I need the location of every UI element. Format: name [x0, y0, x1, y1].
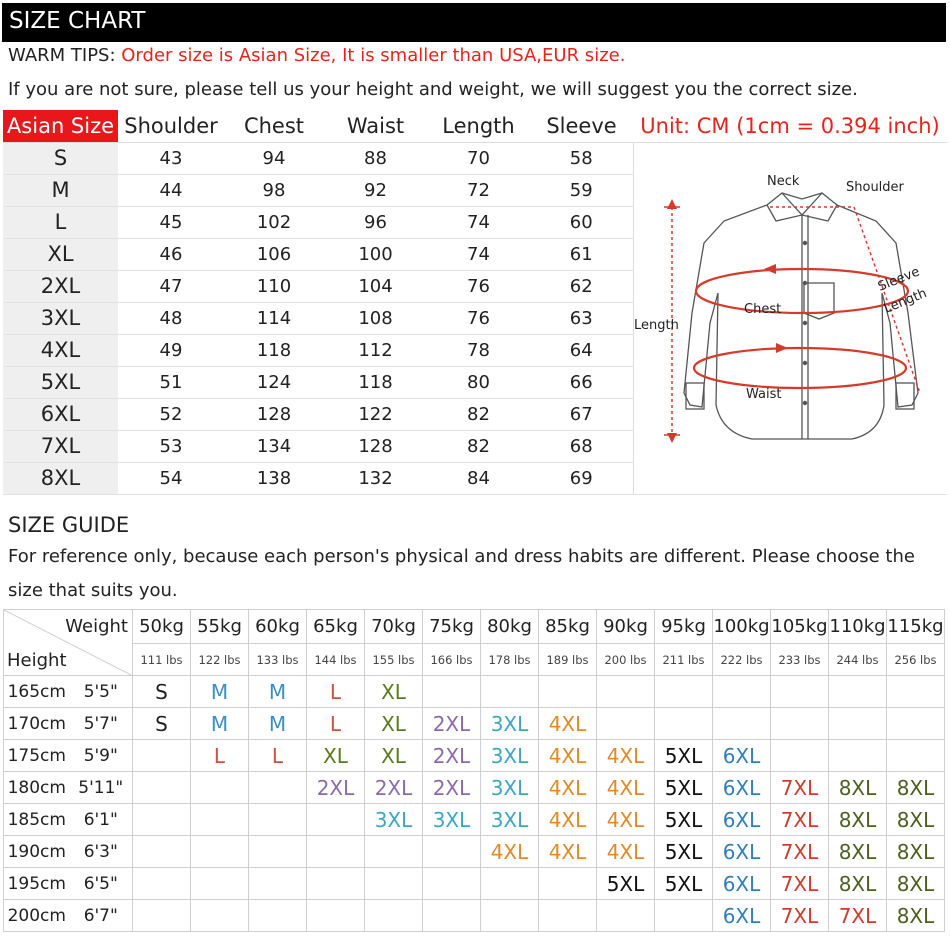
measurement-cell: 54 — [118, 462, 224, 494]
recommended-size-cell: S — [133, 676, 191, 708]
recommended-size-cell: 8XL — [887, 772, 945, 804]
warm-tips-text: Order size is Asian Size, It is smaller than USA,EUR size. — [121, 45, 626, 66]
height-row — [4, 708, 945, 740]
height-row — [4, 804, 945, 836]
height-label: Height — [7, 650, 67, 671]
weight-kg-header: 110kg — [829, 610, 887, 644]
recommended-size-cell — [713, 708, 771, 740]
recommended-size-cell — [423, 836, 481, 868]
recommended-size-cell: XL — [307, 740, 365, 772]
recommended-size-cell: L — [249, 740, 307, 772]
measurement-cell: 46 — [118, 238, 224, 270]
size-chart-title: SIZE CHART — [9, 8, 146, 34]
recommended-size-cell: 4XL — [539, 804, 597, 836]
warm-tips — [8, 45, 625, 66]
weight-lbs-header: 222 lbs — [713, 644, 771, 676]
recommended-size-cell: 4XL — [597, 836, 655, 868]
recommended-size-cell — [191, 900, 249, 932]
recommended-size-cell: 7XL — [829, 900, 887, 932]
recommended-size-cell: 7XL — [771, 868, 829, 900]
weight-kg-header: 80kg — [481, 610, 539, 644]
measurement-arrows — [667, 199, 788, 443]
height-cm: 200cm — [4, 900, 70, 932]
shoulder-label: Shoulder — [846, 180, 904, 195]
shirt-buttons — [803, 241, 807, 405]
recommended-size-cell: 4XL — [597, 740, 655, 772]
unit-note: Unit: CM (1cm = 0.394 inch) — [633, 110, 947, 142]
recommended-size-cell: 5XL — [655, 804, 713, 836]
recommended-size-cell — [597, 900, 655, 932]
recommended-size-cell — [191, 868, 249, 900]
height-ft: 5'5" — [70, 676, 133, 708]
weight-kg-header: 60kg — [249, 610, 307, 644]
measurement-cell: 61 — [530, 238, 633, 270]
height-ft: 6'1" — [70, 804, 133, 836]
size-guide-title: SIZE GUIDE — [8, 513, 130, 537]
weight-kg-header: 70kg — [365, 610, 423, 644]
waist-arrow — [776, 343, 788, 353]
measurement-cell: 106 — [224, 238, 324, 270]
measurement-cell: 122 — [324, 398, 427, 430]
measurement-cell: 59 — [530, 174, 633, 206]
recommended-size-cell: 8XL — [887, 836, 945, 868]
size-label: 2XL — [3, 270, 118, 302]
recommended-size-cell — [539, 676, 597, 708]
recommended-size-cell: 8XL — [829, 772, 887, 804]
recommended-size-cell — [191, 804, 249, 836]
measurement-cell: 78 — [427, 334, 530, 366]
measurement-cell: 138 — [224, 462, 324, 494]
measurement-cell: 82 — [427, 398, 530, 430]
weight-kg-header: 115kg — [887, 610, 945, 644]
recommended-size-cell — [771, 740, 829, 772]
measurement-cell: 88 — [324, 142, 427, 174]
recommended-size-cell: 3XL — [423, 804, 481, 836]
recommended-size-cell — [133, 772, 191, 804]
size-chart-title-bar — [2, 3, 946, 42]
size-label: 4XL — [3, 334, 118, 366]
weight-kg-header: 65kg — [307, 610, 365, 644]
measurement-cell: 80 — [427, 366, 530, 398]
measurement-cell: 132 — [324, 462, 427, 494]
recommended-size-cell: 8XL — [887, 900, 945, 932]
measurement-cell: 60 — [530, 206, 633, 238]
measurement-cell: 114 — [224, 302, 324, 334]
recommended-size-cell: 8XL — [887, 804, 945, 836]
length-label: Length — [634, 318, 679, 333]
recommended-size-cell: XL — [365, 676, 423, 708]
size-label: 3XL — [3, 302, 118, 334]
measurement-cell: 102 — [224, 206, 324, 238]
recommended-size-cell — [307, 836, 365, 868]
height-cm: 185cm — [4, 804, 70, 836]
weight-lbs-header: 189 lbs — [539, 644, 597, 676]
height-ft: 6'3" — [70, 836, 133, 868]
waist-loop — [694, 348, 906, 388]
header-waist: Waist — [324, 110, 427, 142]
recommended-size-cell: 4XL — [539, 772, 597, 804]
measurement-cell: 43 — [118, 142, 224, 174]
recommended-size-cell — [133, 740, 191, 772]
measurement-cell: 128 — [224, 398, 324, 430]
measurement-cell: 44 — [118, 174, 224, 206]
recommended-size-cell: 2XL — [365, 772, 423, 804]
recommended-size-cell: 2XL — [307, 772, 365, 804]
measurement-cell: 76 — [427, 302, 530, 334]
size-label: L — [3, 206, 118, 238]
recommended-size-cell — [887, 708, 945, 740]
recommended-size-cell — [249, 772, 307, 804]
recommended-size-cell: M — [249, 676, 307, 708]
recommended-size-cell: L — [191, 740, 249, 772]
measurement-cell: 58 — [530, 142, 633, 174]
recommended-size-cell: 7XL — [771, 900, 829, 932]
height-cm: 180cm — [4, 772, 70, 804]
recommended-size-cell: 8XL — [887, 868, 945, 900]
weight-kg-header: 85kg — [539, 610, 597, 644]
recommended-size-cell — [307, 804, 365, 836]
recommended-size-cell — [423, 676, 481, 708]
recommended-size-cell — [655, 708, 713, 740]
measurement-cell: 52 — [118, 398, 224, 430]
measurement-cell: 112 — [324, 334, 427, 366]
recommended-size-cell: 6XL — [713, 900, 771, 932]
recommended-size-cell: 3XL — [481, 740, 539, 772]
weight-kg-header: 95kg — [655, 610, 713, 644]
size-label: 7XL — [3, 430, 118, 462]
weight-lbs-header: 256 lbs — [887, 644, 945, 676]
suggestion-text: If you are not sure, please tell us your height and weight, we will suggest you the correct size. — [8, 79, 858, 100]
weight-lbs-header: 166 lbs — [423, 644, 481, 676]
weight-lbs-header: 155 lbs — [365, 644, 423, 676]
measurement-cell: 98 — [224, 174, 324, 206]
measurement-cell: 84 — [427, 462, 530, 494]
height-row — [4, 772, 945, 804]
measurement-cell: 128 — [324, 430, 427, 462]
measurement-cell: 92 — [324, 174, 427, 206]
recommended-size-cell: 5XL — [655, 836, 713, 868]
size-guide-table — [3, 609, 945, 932]
recommended-size-cell — [365, 900, 423, 932]
weight-lbs-header: 211 lbs — [655, 644, 713, 676]
size-label: 8XL — [3, 462, 118, 494]
recommended-size-cell: M — [249, 708, 307, 740]
recommended-size-cell: L — [307, 676, 365, 708]
measurement-cell: 53 — [118, 430, 224, 462]
recommended-size-cell: L — [307, 708, 365, 740]
recommended-size-cell: 5XL — [655, 740, 713, 772]
recommended-size-cell: S — [133, 708, 191, 740]
measurement-cell: 45 — [118, 206, 224, 238]
weight-kg-header: 50kg — [133, 610, 191, 644]
measurement-cell: 66 — [530, 366, 633, 398]
header-chest: Chest — [224, 110, 324, 142]
recommended-size-cell: 6XL — [713, 740, 771, 772]
measurement-cell: 51 — [118, 366, 224, 398]
recommended-size-cell — [191, 772, 249, 804]
height-cm: 195cm — [4, 868, 70, 900]
chest-arrow — [764, 264, 776, 274]
recommended-size-cell: 5XL — [597, 868, 655, 900]
recommended-size-cell — [481, 676, 539, 708]
recommended-size-cell: 2XL — [423, 772, 481, 804]
size-guide-text-line2: size that suits you. — [8, 580, 178, 601]
recommended-size-cell: 7XL — [771, 772, 829, 804]
measurement-cell: 69 — [530, 462, 633, 494]
measurement-cell: 108 — [324, 302, 427, 334]
warm-tips-label: WARM TIPS: — [8, 45, 122, 66]
recommended-size-cell: 3XL — [481, 708, 539, 740]
weight-kg-header: 90kg — [597, 610, 655, 644]
recommended-size-cell — [829, 740, 887, 772]
recommended-size-cell — [481, 868, 539, 900]
recommended-size-cell: 7XL — [771, 836, 829, 868]
weight-lbs-header: 122 lbs — [191, 644, 249, 676]
recommended-size-cell — [829, 708, 887, 740]
recommended-size-cell — [829, 676, 887, 708]
measurement-cell: 49 — [118, 334, 224, 366]
recommended-size-cell: 4XL — [481, 836, 539, 868]
header-asian-size: Asian Size — [3, 110, 118, 142]
recommended-size-cell — [887, 740, 945, 772]
recommended-size-cell: 5XL — [655, 868, 713, 900]
recommended-size-cell — [771, 676, 829, 708]
weight-label: Weight — [65, 616, 128, 637]
height-cm: 190cm — [4, 836, 70, 868]
measurement-cell: 94 — [224, 142, 324, 174]
measurement-cell: 67 — [530, 398, 633, 430]
recommended-size-cell — [539, 900, 597, 932]
measurement-cell: 48 — [118, 302, 224, 334]
recommended-size-cell: 2XL — [423, 740, 481, 772]
header-sleeve: Sleeve — [530, 110, 633, 142]
chest-label: Chest — [744, 302, 782, 317]
height-row — [4, 868, 945, 900]
measurement-cell: 124 — [224, 366, 324, 398]
size-label: S — [3, 142, 118, 174]
recommended-size-cell: 3XL — [481, 804, 539, 836]
recommended-size-cell — [365, 868, 423, 900]
height-ft: 5'9" — [70, 740, 133, 772]
recommended-size-cell: 8XL — [829, 804, 887, 836]
recommended-size-cell — [133, 868, 191, 900]
header-length: Length — [427, 110, 530, 142]
height-ft: 5'7" — [70, 708, 133, 740]
recommended-size-cell — [249, 804, 307, 836]
weight-kg-header: 55kg — [191, 610, 249, 644]
recommended-size-cell — [133, 836, 191, 868]
recommended-size-cell — [771, 708, 829, 740]
shirt-outline — [684, 193, 918, 439]
recommended-size-cell — [887, 676, 945, 708]
measurement-cell: 63 — [530, 302, 633, 334]
recommended-size-cell: M — [191, 676, 249, 708]
measurement-cell: 118 — [224, 334, 324, 366]
measurement-cell: 47 — [118, 270, 224, 302]
recommended-size-cell — [133, 804, 191, 836]
recommended-size-cell: 6XL — [713, 836, 771, 868]
height-cm: 170cm — [4, 708, 70, 740]
measurement-cell: 74 — [427, 238, 530, 270]
recommended-size-cell — [539, 868, 597, 900]
recommended-size-cell — [597, 676, 655, 708]
recommended-size-cell: 4XL — [597, 772, 655, 804]
measurement-cell: 74 — [427, 206, 530, 238]
size-chart-header-row — [3, 110, 947, 142]
recommended-size-cell — [481, 900, 539, 932]
recommended-size-cell — [597, 708, 655, 740]
weight-lbs-row — [4, 644, 945, 676]
weight-lbs-header: 111 lbs — [133, 644, 191, 676]
recommended-size-cell: 4XL — [597, 804, 655, 836]
recommended-size-cell: M — [191, 708, 249, 740]
weight-kg-header: 105kg — [771, 610, 829, 644]
recommended-size-cell: 7XL — [771, 804, 829, 836]
recommended-size-cell: 5XL — [655, 772, 713, 804]
recommended-size-cell: 3XL — [481, 772, 539, 804]
recommended-size-cell: 4XL — [539, 836, 597, 868]
weight-lbs-header: 133 lbs — [249, 644, 307, 676]
recommended-size-cell — [249, 900, 307, 932]
recommended-size-cell: 6XL — [713, 868, 771, 900]
height-row — [4, 836, 945, 868]
height-row — [4, 900, 945, 932]
measurement-cell: 100 — [324, 238, 427, 270]
measurement-cell: 82 — [427, 430, 530, 462]
measurement-cell: 70 — [427, 142, 530, 174]
weight-lbs-header: 233 lbs — [771, 644, 829, 676]
neck-label: Neck — [767, 174, 800, 189]
height-ft: 5'11" — [70, 772, 133, 804]
size-label: M — [3, 174, 118, 206]
shirt-measurement-diagram — [632, 143, 944, 493]
recommended-size-cell: 6XL — [713, 772, 771, 804]
recommended-size-cell: XL — [365, 740, 423, 772]
recommended-size-cell: 3XL — [365, 804, 423, 836]
recommended-size-cell: 8XL — [829, 836, 887, 868]
recommended-size-cell — [423, 900, 481, 932]
recommended-size-cell — [655, 900, 713, 932]
sleeve-length-label-1: Sleeve — [875, 264, 922, 295]
recommended-size-cell: 6XL — [713, 804, 771, 836]
recommended-size-cell — [249, 868, 307, 900]
height-ft: 6'5" — [70, 868, 133, 900]
weight-kg-row — [4, 610, 945, 644]
size-label: 5XL — [3, 366, 118, 398]
recommended-size-cell — [365, 836, 423, 868]
recommended-size-cell — [307, 900, 365, 932]
recommended-size-cell — [307, 868, 365, 900]
measurement-cell: 96 — [324, 206, 427, 238]
length-arrow-bottom — [667, 433, 677, 443]
weight-lbs-header: 178 lbs — [481, 644, 539, 676]
weight-lbs-header: 144 lbs — [307, 644, 365, 676]
recommended-size-cell — [133, 900, 191, 932]
height-cm: 175cm — [4, 740, 70, 772]
weight-height-corner — [4, 610, 133, 676]
measurement-cell: 76 — [427, 270, 530, 302]
recommended-size-cell — [423, 868, 481, 900]
recommended-size-cell: 2XL — [423, 708, 481, 740]
measurement-cell: 62 — [530, 270, 633, 302]
recommended-size-cell — [191, 836, 249, 868]
weight-lbs-header: 200 lbs — [597, 644, 655, 676]
header-shoulder: Shoulder — [118, 110, 224, 142]
waist-label: Waist — [746, 387, 782, 402]
length-arrow-top — [667, 199, 677, 209]
weight-lbs-header: 244 lbs — [829, 644, 887, 676]
height-cm: 165cm — [4, 676, 70, 708]
height-ft: 6'7" — [70, 900, 133, 932]
measurement-cell: 104 — [324, 270, 427, 302]
recommended-size-cell: XL — [365, 708, 423, 740]
measurement-cell: 110 — [224, 270, 324, 302]
recommended-size-cell: 4XL — [539, 708, 597, 740]
size-guide-text-line1: For reference only, because each person's physical and dress habits are different. Please choose the — [8, 546, 915, 567]
measurement-cell: 118 — [324, 366, 427, 398]
recommended-size-cell: 4XL — [539, 740, 597, 772]
measurement-cell: 72 — [427, 174, 530, 206]
height-row — [4, 740, 945, 772]
size-label: 6XL — [3, 398, 118, 430]
weight-kg-header: 75kg — [423, 610, 481, 644]
measurement-cell: 64 — [530, 334, 633, 366]
recommended-size-cell — [249, 836, 307, 868]
sleeve-length-label-2: Length — [881, 286, 930, 317]
recommended-size-cell — [655, 676, 713, 708]
weight-kg-header: 100kg — [713, 610, 771, 644]
recommended-size-cell — [713, 676, 771, 708]
measurement-cell: 134 — [224, 430, 324, 462]
size-label: XL — [3, 238, 118, 270]
recommended-size-cell: 8XL — [829, 868, 887, 900]
height-row — [4, 676, 945, 708]
measurement-cell: 68 — [530, 430, 633, 462]
